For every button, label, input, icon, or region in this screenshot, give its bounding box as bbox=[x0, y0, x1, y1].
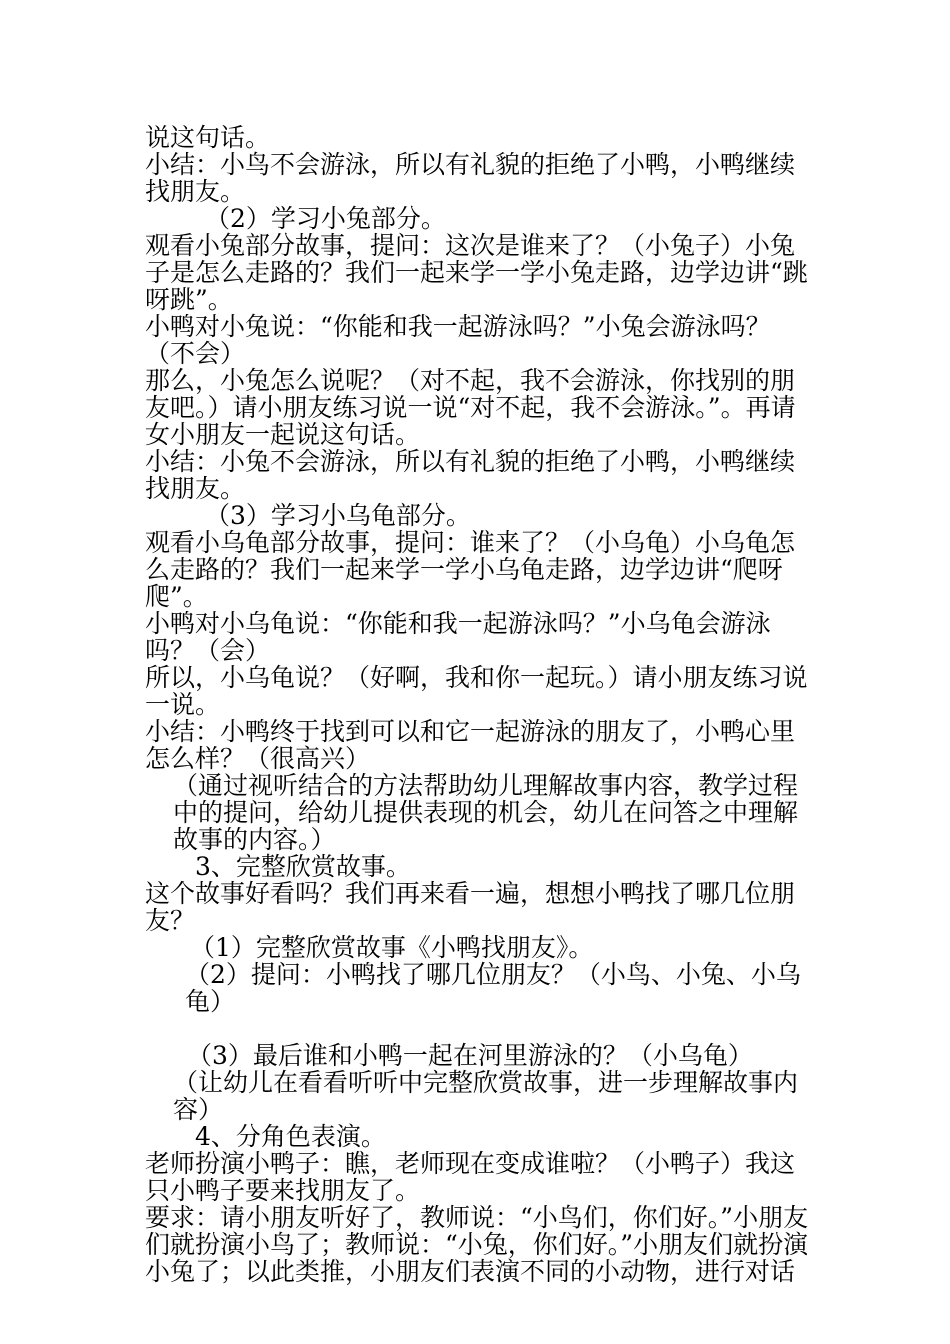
heading-step-3: 3、完整欣赏故事。 bbox=[195, 852, 411, 881]
subheading-rabbit: （2）学习小兔部分。 bbox=[205, 204, 446, 233]
document-page bbox=[145, 124, 815, 1285]
paragraph-summary-rabbit: 小结：小兔不会游泳，所以有礼貌的拒绝了小鸭，小鸭继续找朋友。 bbox=[145, 447, 796, 503]
paragraph-turtle-reply: 所以，小乌龟说？（好啊，我和你一起玩。）请小朋友练习说一说。 bbox=[145, 663, 808, 719]
paragraph-duck-asks-turtle: 小鸭对小乌龟说：“你能和我一起游泳吗？”小乌龟会游泳吗？（会） bbox=[145, 609, 771, 665]
heading-step-4: 4、分角色表演。 bbox=[195, 1122, 386, 1151]
subheading-turtle: （3）学习小乌龟部分。 bbox=[205, 501, 471, 530]
paragraph-continuation: 说这句话。 bbox=[145, 123, 271, 152]
list-item-step-3-1: （1）完整欣赏故事《小鸭找朋友》。 bbox=[190, 933, 594, 962]
paragraph-summary-turtle: 小结：小鸭终于找到可以和它一起游泳的朋友了，小鸭心里怎么样？（很高兴） bbox=[145, 717, 796, 773]
paragraph-summary-bird: 小结：小鸟不会游泳，所以有礼貌的拒绝了小鸭，小鸭继续找朋友。 bbox=[145, 150, 796, 206]
paragraph-teacher-role: 老师扮演小鸭子：瞧，老师现在变成谁啦？（小鸭子）我这只小鸭子要来找朋友了。 bbox=[145, 1149, 796, 1205]
list-item-step-3-2: （2）提问：小鸭找了哪几位朋友？（小鸟、小兔、小乌龟） bbox=[185, 960, 801, 1016]
paragraph-rabbit-reply: 那么，小兔怎么说呢？（对不起，我不会游泳，你找别的朋友吧。）请小朋友练习说一说“对不起，我不会游泳。”。再请女小朋友一起说这句话。 bbox=[145, 366, 796, 449]
paragraph-turtle-story: 观看小乌龟部分故事，提问：谁来了？（小乌龟）小乌龟怎么走路的？我们一起来学一学小乌龟走路，边学边讲“爬呀爬”。 bbox=[145, 528, 796, 611]
paragraph-rabbit-story: 观看小兔部分故事，提问：这次是谁来了？（小兔子）小兔子是怎么走路的？我们一起来学一学小兔走路，边学边讲“跳呀跳”。 bbox=[145, 231, 808, 314]
paragraph-requirements: 要求：请小朋友听好了，教师说：“小鸟们，你们好。”小朋友们就扮演小鸟了；教师说：“小兔，你们好。”小朋友们就扮演小兔了；以此类推，小朋友们表演不同的小动物，进行对话 bbox=[145, 1203, 809, 1286]
paragraph-step-3-note: （让幼儿在看看听听中完整欣赏故事，进一步理解故事内容） bbox=[173, 1068, 799, 1124]
paragraph-step-3-intro: 这个故事好看吗？我们再来看一遍，想想小鸭找了哪几位朋友？ bbox=[145, 879, 796, 935]
list-item-step-3-3: （3）最后谁和小鸭一起在河里游泳的？（小乌龟） bbox=[187, 1041, 753, 1070]
paragraph-method-note: （通过视听结合的方法帮助幼儿理解故事内容，教学过程中的提问，给幼儿提供表现的机会，幼儿在问答之中理解故事的内容。） bbox=[173, 771, 799, 854]
paragraph-duck-asks-rabbit: 小鸭对小兔说：“你能和我一起游泳吗？”小兔会游泳吗？（不会） bbox=[145, 312, 771, 368]
